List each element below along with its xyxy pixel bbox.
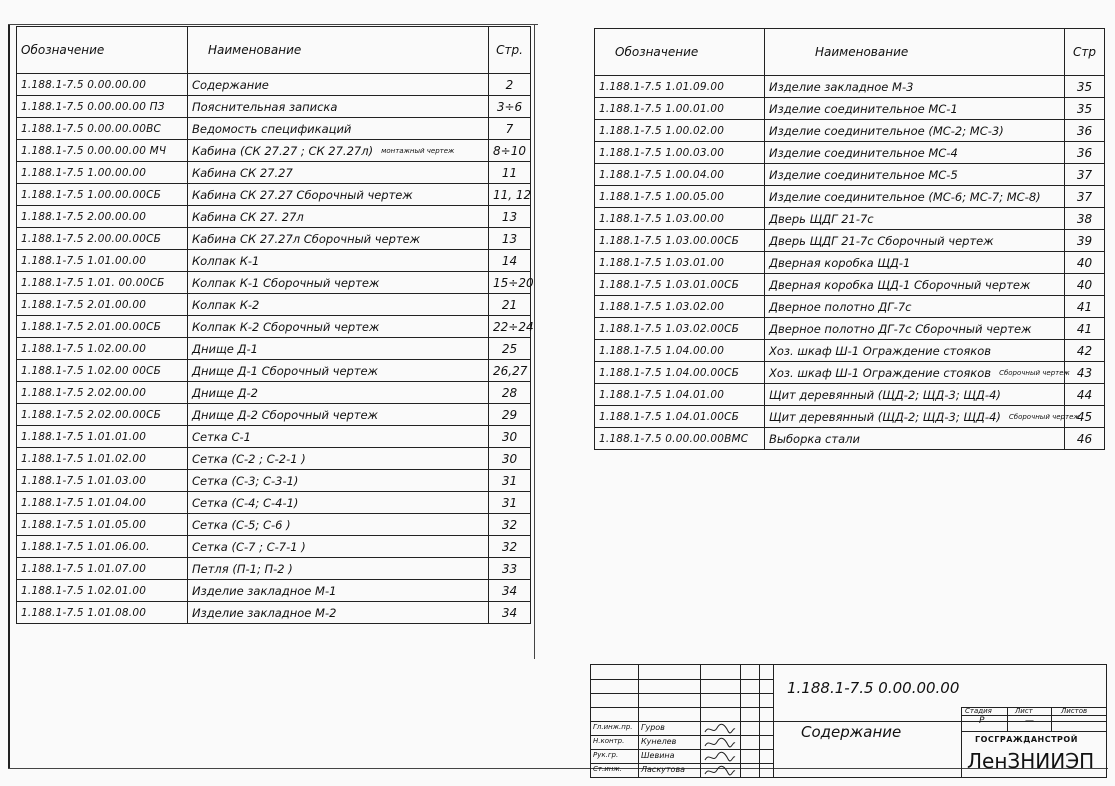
row-name [188, 536, 489, 558]
staff-name: Гуров [641, 723, 665, 732]
row-name-text: Сетка (С-5; С-6 ) [192, 517, 291, 532]
table-row [17, 536, 531, 558]
row-name-text: Изделие соединительное (МС-6; МС-7; МС-8) [769, 189, 1041, 204]
row-code: 1.188.1-7.5 1.02.00.00 [17, 338, 188, 360]
row-name [188, 162, 489, 184]
table-row [17, 140, 531, 162]
row-code: 1.188.1-7.5 1.00.04.00 [595, 164, 765, 186]
table-row [17, 426, 531, 448]
row-page: 15÷20 [489, 272, 531, 294]
row-code: 1.188.1-7.5 1.01.06.00. [17, 536, 188, 558]
row-page: 35 [1065, 76, 1105, 98]
table-row [595, 252, 1105, 274]
table-row [17, 404, 531, 426]
title-block [590, 664, 1107, 778]
row-name [765, 362, 1070, 384]
row-code: 1.188.1-7.5 1.00.05.00 [595, 186, 765, 208]
row-code: 1.188.1-7.5 1.04.00.00 [595, 340, 765, 362]
row-page: 41 [1065, 296, 1105, 318]
table-row [17, 294, 531, 316]
staff-name: Кунелев [641, 737, 677, 746]
row-code: 1.188.1-7.5 2.00.00.00СБ [17, 228, 188, 250]
row-code: 1.188.1-7.5 1.01.02.00 [17, 448, 188, 470]
signature-mark [703, 723, 733, 735]
row-name [765, 340, 1065, 362]
row-page: 32 [489, 536, 531, 558]
row-name-text: Дверь ЩДГ 21-7с [769, 211, 874, 226]
header-name: Наименование [765, 29, 1065, 76]
row-name-text: Ведомость спецификаций [192, 121, 352, 136]
row-name [188, 360, 489, 382]
row-name-text: Днище Д-2 [192, 385, 258, 400]
row-code: 1.188.1-7.5 0.00.00.00 ПЗ [17, 96, 188, 118]
table-row [595, 230, 1105, 252]
row-code: 1.188.1-7.5 2.00.00.00 [17, 206, 188, 228]
row-page: 43 [1065, 362, 1105, 384]
row-code: 1.188.1-7.5 1.03.01.00 [595, 252, 765, 274]
row-name-text: Колпак К-1 [192, 253, 260, 268]
row-name [765, 318, 1065, 340]
row-code: 1.188.1-7.5 2.01.00.00СБ [17, 316, 188, 338]
table-row [17, 184, 531, 206]
signature-mark [703, 737, 733, 749]
row-code: 1.188.1-7.5 0.00.00.00 [17, 74, 188, 96]
row-code: 1.188.1-7.5 1.00.01.00 [595, 98, 765, 120]
signature-mark [703, 751, 733, 763]
table-row [595, 318, 1105, 340]
row-name-text: Дверь ЩДГ 21-7с Сборочный чертеж [769, 233, 994, 248]
row-name-text: Кабина СК 27. 27л [192, 209, 304, 224]
row-page: 33 [489, 558, 531, 580]
table-row [595, 164, 1105, 186]
row-name-text: Изделие соединительное МС-5 [769, 167, 958, 182]
table-row [595, 120, 1105, 142]
row-page: 8÷10 [489, 140, 531, 162]
row-name-text: Изделие закладное М-2 [192, 605, 337, 620]
row-name [765, 252, 1065, 274]
staff-name: Ласкутова [641, 765, 686, 774]
row-code: 1.188.1-7.5 1.00.03.00 [595, 142, 765, 164]
row-page: 41 [1065, 318, 1105, 340]
row-name-text: Кабина (СК 27.27 ; СК 27.27л) [192, 143, 374, 158]
row-name [765, 208, 1065, 230]
frame-left-line [8, 24, 10, 769]
row-name-text: Колпак К-2 Сборочный чертеж [192, 319, 380, 334]
row-code: 1.188.1-7.5 1.00.00.00 [17, 162, 188, 184]
row-page: 36 [1065, 120, 1105, 142]
row-name-text: Выборка стали [769, 431, 860, 446]
table-row [595, 274, 1105, 296]
row-code: 1.188.1-7.5 0.00.00.00 МЧ [17, 140, 188, 162]
row-code: 1.188.1-7.5 0.00.00.00ВС [17, 118, 188, 140]
table-row [595, 98, 1105, 120]
row-name-text: Петля (П-1; П-2 ) [192, 561, 293, 576]
row-page: 37 [1065, 164, 1105, 186]
row-code: 1.188.1-7.5 1.01.09.00 [595, 76, 765, 98]
row-name-text: Дверная коробка ЩД-1 [769, 255, 911, 270]
row-name [188, 558, 489, 580]
row-page: 11, 12 [489, 184, 531, 206]
row-name-text: Днище Д-2 Сборочный чертеж [192, 407, 378, 422]
table-row [17, 360, 531, 382]
table-header-row [17, 27, 531, 74]
row-name [188, 118, 489, 140]
row-name-text: Дверное полотно ДГ-7с Сборочный чертеж [769, 321, 1032, 336]
header-code: Обозначение [595, 29, 765, 76]
row-code: 1.188.1-7.5 1.03.01.00СБ [595, 274, 765, 296]
row-page: 44 [1065, 384, 1105, 406]
row-name [765, 142, 1065, 164]
row-code: 1.188.1-7.5 1.02.01.00 [17, 580, 188, 602]
frame-middle-line [534, 24, 535, 659]
row-page: 34 [489, 602, 531, 624]
row-name [188, 74, 489, 96]
table-row [595, 428, 1105, 450]
row-name [188, 514, 489, 536]
row-page: 30 [489, 448, 531, 470]
header-page: Стр [1065, 29, 1105, 76]
row-code: 1.188.1-7.5 1.02.00 00СБ [17, 360, 188, 382]
sheet-title: Содержание [801, 723, 902, 741]
row-name [188, 294, 489, 316]
row-name [188, 250, 489, 272]
row-page: 45 [1065, 406, 1105, 428]
staff-name: Шевина [641, 751, 675, 760]
row-name [765, 428, 1065, 450]
row-code: 1.188.1-7.5 1.01.04.00 [17, 492, 188, 514]
row-name [188, 470, 489, 492]
row-name-text: Кабина СК 27.27л Сборочный чертеж [192, 231, 421, 246]
table-row [17, 272, 531, 294]
row-page: 2 [489, 74, 531, 96]
row-code: 1.188.1-7.5 1.01.05.00 [17, 514, 188, 536]
staff-role: Н.контр. [593, 737, 625, 745]
row-name-note: монтажный чертеж [381, 146, 455, 155]
table-row [17, 316, 531, 338]
row-code: 1.188.1-7.5 1.03.00.00СБ [595, 230, 765, 252]
signature-mark [703, 765, 733, 777]
row-page: 38 [1065, 208, 1105, 230]
table-row [17, 118, 531, 140]
row-code: 1.188.1-7.5 0.00.00.00ВМС [595, 428, 765, 450]
row-name [188, 580, 489, 602]
row-code: 1.188.1-7.5 1.00.00.00СБ [17, 184, 188, 206]
staff-role: Гл.инж.пр. [593, 723, 633, 731]
row-code: 1.188.1-7.5 2.02.00.00СБ [17, 404, 188, 426]
row-page: 37 [1065, 186, 1105, 208]
row-name-note: Сборочный чертеж [1008, 412, 1080, 421]
table-row [17, 206, 531, 228]
row-name-text: Дверное полотно ДГ-7с [769, 299, 912, 314]
row-code: 1.188.1-7.5 1.01.07.00 [17, 558, 188, 580]
table-row [595, 384, 1105, 406]
table-row [17, 514, 531, 536]
row-name [188, 338, 489, 360]
table-row [17, 228, 531, 250]
row-code: 1.188.1-7.5 1.01. 00.00СБ [17, 272, 188, 294]
row-name-text: Сетка (С-7 ; С-7-1 ) [192, 539, 306, 554]
row-page: 22÷24 [489, 316, 531, 338]
row-page: 40 [1065, 274, 1105, 296]
row-name [188, 448, 489, 470]
row-name [765, 164, 1065, 186]
row-name-text: Пояснительная записка [192, 99, 338, 114]
row-name-text: Изделие соединительное МС-4 [769, 145, 958, 160]
row-name-text: Изделие соединительное МС-1 [769, 101, 958, 116]
sheet-value: — [1025, 716, 1034, 726]
row-name-text: Дверная коробка ЩД-1 Сборочный чертеж [769, 277, 1031, 292]
row-name-text: Содержание [192, 77, 269, 92]
table-row [17, 338, 531, 360]
row-name-text: Изделие соединительное (МС-2; МС-3) [769, 123, 1004, 138]
row-page: 13 [489, 206, 531, 228]
table-row [17, 74, 531, 96]
staff-role: Рук.гр. [593, 751, 619, 759]
organization-name: ЛенЗНИИЭП [967, 749, 1095, 773]
row-code: 1.188.1-7.5 1.01.08.00 [17, 602, 188, 624]
row-name-text: Колпак К-2 [192, 297, 260, 312]
row-name [188, 140, 489, 162]
row-page: 14 [489, 250, 531, 272]
row-page: 26,27 [489, 360, 531, 382]
row-page: 11 [489, 162, 531, 184]
row-name [188, 96, 489, 118]
table-row [17, 448, 531, 470]
table-row [595, 362, 1105, 384]
stage-value: Р [979, 716, 985, 726]
row-name-text: Кабина СК 27.27 Сборочный чертеж [192, 187, 413, 202]
row-name-text: Хоз. шкаф Ш-1 Ограждение стояков [769, 343, 992, 358]
row-page: 40 [1065, 252, 1105, 274]
row-name-text: Сетка С-1 [192, 429, 251, 444]
row-code: 1.188.1-7.5 1.04.00.00СБ [595, 362, 765, 384]
row-code: 1.188.1-7.5 1.01.01.00 [17, 426, 188, 448]
row-name [765, 186, 1065, 208]
table-header-row [595, 29, 1105, 76]
table-row [17, 558, 531, 580]
row-page: 32 [489, 514, 531, 536]
table-row [595, 142, 1105, 164]
row-page: 25 [489, 338, 531, 360]
row-name-text: Сетка (С-3; С-3-1) [192, 473, 299, 488]
row-name-text: Изделие закладное М-1 [192, 583, 337, 598]
row-page: 7 [489, 118, 531, 140]
row-name-text: Сетка (С-4; С-4-1) [192, 495, 299, 510]
row-name [188, 316, 489, 338]
row-name-text: Днище Д-1 [192, 341, 258, 356]
row-code: 1.188.1-7.5 1.03.00.00 [595, 208, 765, 230]
row-code: 1.188.1-7.5 1.04.01.00 [595, 384, 765, 406]
row-page: 39 [1065, 230, 1105, 252]
row-name-text: Кабина СК 27.27 [192, 165, 293, 180]
row-name [765, 98, 1065, 120]
row-page: 3÷6 [489, 96, 531, 118]
row-name [765, 76, 1065, 98]
row-name [188, 184, 489, 206]
table-row [17, 382, 531, 404]
row-name-text: Колпак К-1 Сборочный чертеж [192, 275, 380, 290]
row-page: 36 [1065, 142, 1105, 164]
row-name-text: Щит деревянный (ЩД-2; ЩД-3; ЩД-4) [769, 409, 1001, 424]
row-code: 1.188.1-7.5 2.01.00.00 [17, 294, 188, 316]
contents-table-left [16, 26, 534, 624]
row-page: 34 [489, 580, 531, 602]
table-row [595, 406, 1105, 428]
row-code: 1.188.1-7.5 1.03.02.00 [595, 296, 765, 318]
row-code: 1.188.1-7.5 1.01.03.00 [17, 470, 188, 492]
table-row [595, 76, 1105, 98]
row-name [765, 384, 1065, 406]
header-code: Обозначение [17, 27, 188, 74]
header-page: Стр. [489, 27, 531, 74]
row-name [188, 206, 489, 228]
table-row [17, 492, 531, 514]
row-page: 28 [489, 382, 531, 404]
table-row [595, 340, 1105, 362]
table-row [17, 602, 531, 624]
table-row [17, 470, 531, 492]
row-name [188, 272, 489, 294]
row-code: 1.188.1-7.5 2.02.00.00 [17, 382, 188, 404]
contents-table-right [594, 28, 1105, 450]
row-name-text: Днище Д-1 Сборочный чертеж [192, 363, 378, 378]
row-name [765, 296, 1065, 318]
row-page: 31 [489, 492, 531, 514]
row-page: 31 [489, 470, 531, 492]
row-code: 1.188.1-7.5 1.04.01.00СБ [595, 406, 765, 428]
row-name [188, 426, 489, 448]
stage-label: Стадия [965, 707, 992, 715]
table-row [17, 96, 531, 118]
header-name: Наименование [188, 27, 489, 74]
row-page: 30 [489, 426, 531, 448]
row-name [765, 230, 1065, 252]
row-name [188, 404, 489, 426]
table-row [17, 250, 531, 272]
row-name [765, 120, 1065, 142]
row-name-text: Сетка (С-2 ; С-2-1 ) [192, 451, 306, 466]
row-name-text: Щит деревянный (ЩД-2; ЩД-3; ЩД-4) [769, 387, 1001, 402]
row-page: 29 [489, 404, 531, 426]
row-page: 35 [1065, 98, 1105, 120]
table-row [17, 162, 531, 184]
row-name [188, 492, 489, 514]
row-page: 13 [489, 228, 531, 250]
row-name [188, 382, 489, 404]
table-row [595, 296, 1105, 318]
sheet-label: Лист [1015, 707, 1033, 715]
row-name [765, 274, 1065, 296]
row-code: 1.188.1-7.5 1.00.02.00 [595, 120, 765, 142]
row-name-note: Сборочный чертеж [999, 368, 1070, 377]
table-row [595, 208, 1105, 230]
sheets-label: Листов [1061, 707, 1088, 715]
row-page: 42 [1065, 340, 1105, 362]
row-page: 46 [1065, 428, 1105, 450]
row-name [765, 406, 1080, 428]
row-name [188, 602, 489, 624]
row-name-text: Изделие закладное М-3 [769, 79, 914, 94]
row-name-text: Хоз. шкаф Ш-1 Ограждение стояков [769, 365, 992, 380]
organization-ministry: ГОСГРАЖДАНСТРОЙ [975, 735, 1078, 744]
frame-top-line [8, 24, 538, 25]
document-code: 1.188.1-7.5 0.00.00.00 [787, 679, 960, 697]
row-code: 1.188.1-7.5 1.01.00.00 [17, 250, 188, 272]
table-row [595, 186, 1105, 208]
table-row [17, 580, 531, 602]
row-code: 1.188.1-7.5 1.03.02.00СБ [595, 318, 765, 340]
staff-role: Ст.инж. [593, 765, 622, 773]
row-name [188, 228, 489, 250]
row-page: 21 [489, 294, 531, 316]
